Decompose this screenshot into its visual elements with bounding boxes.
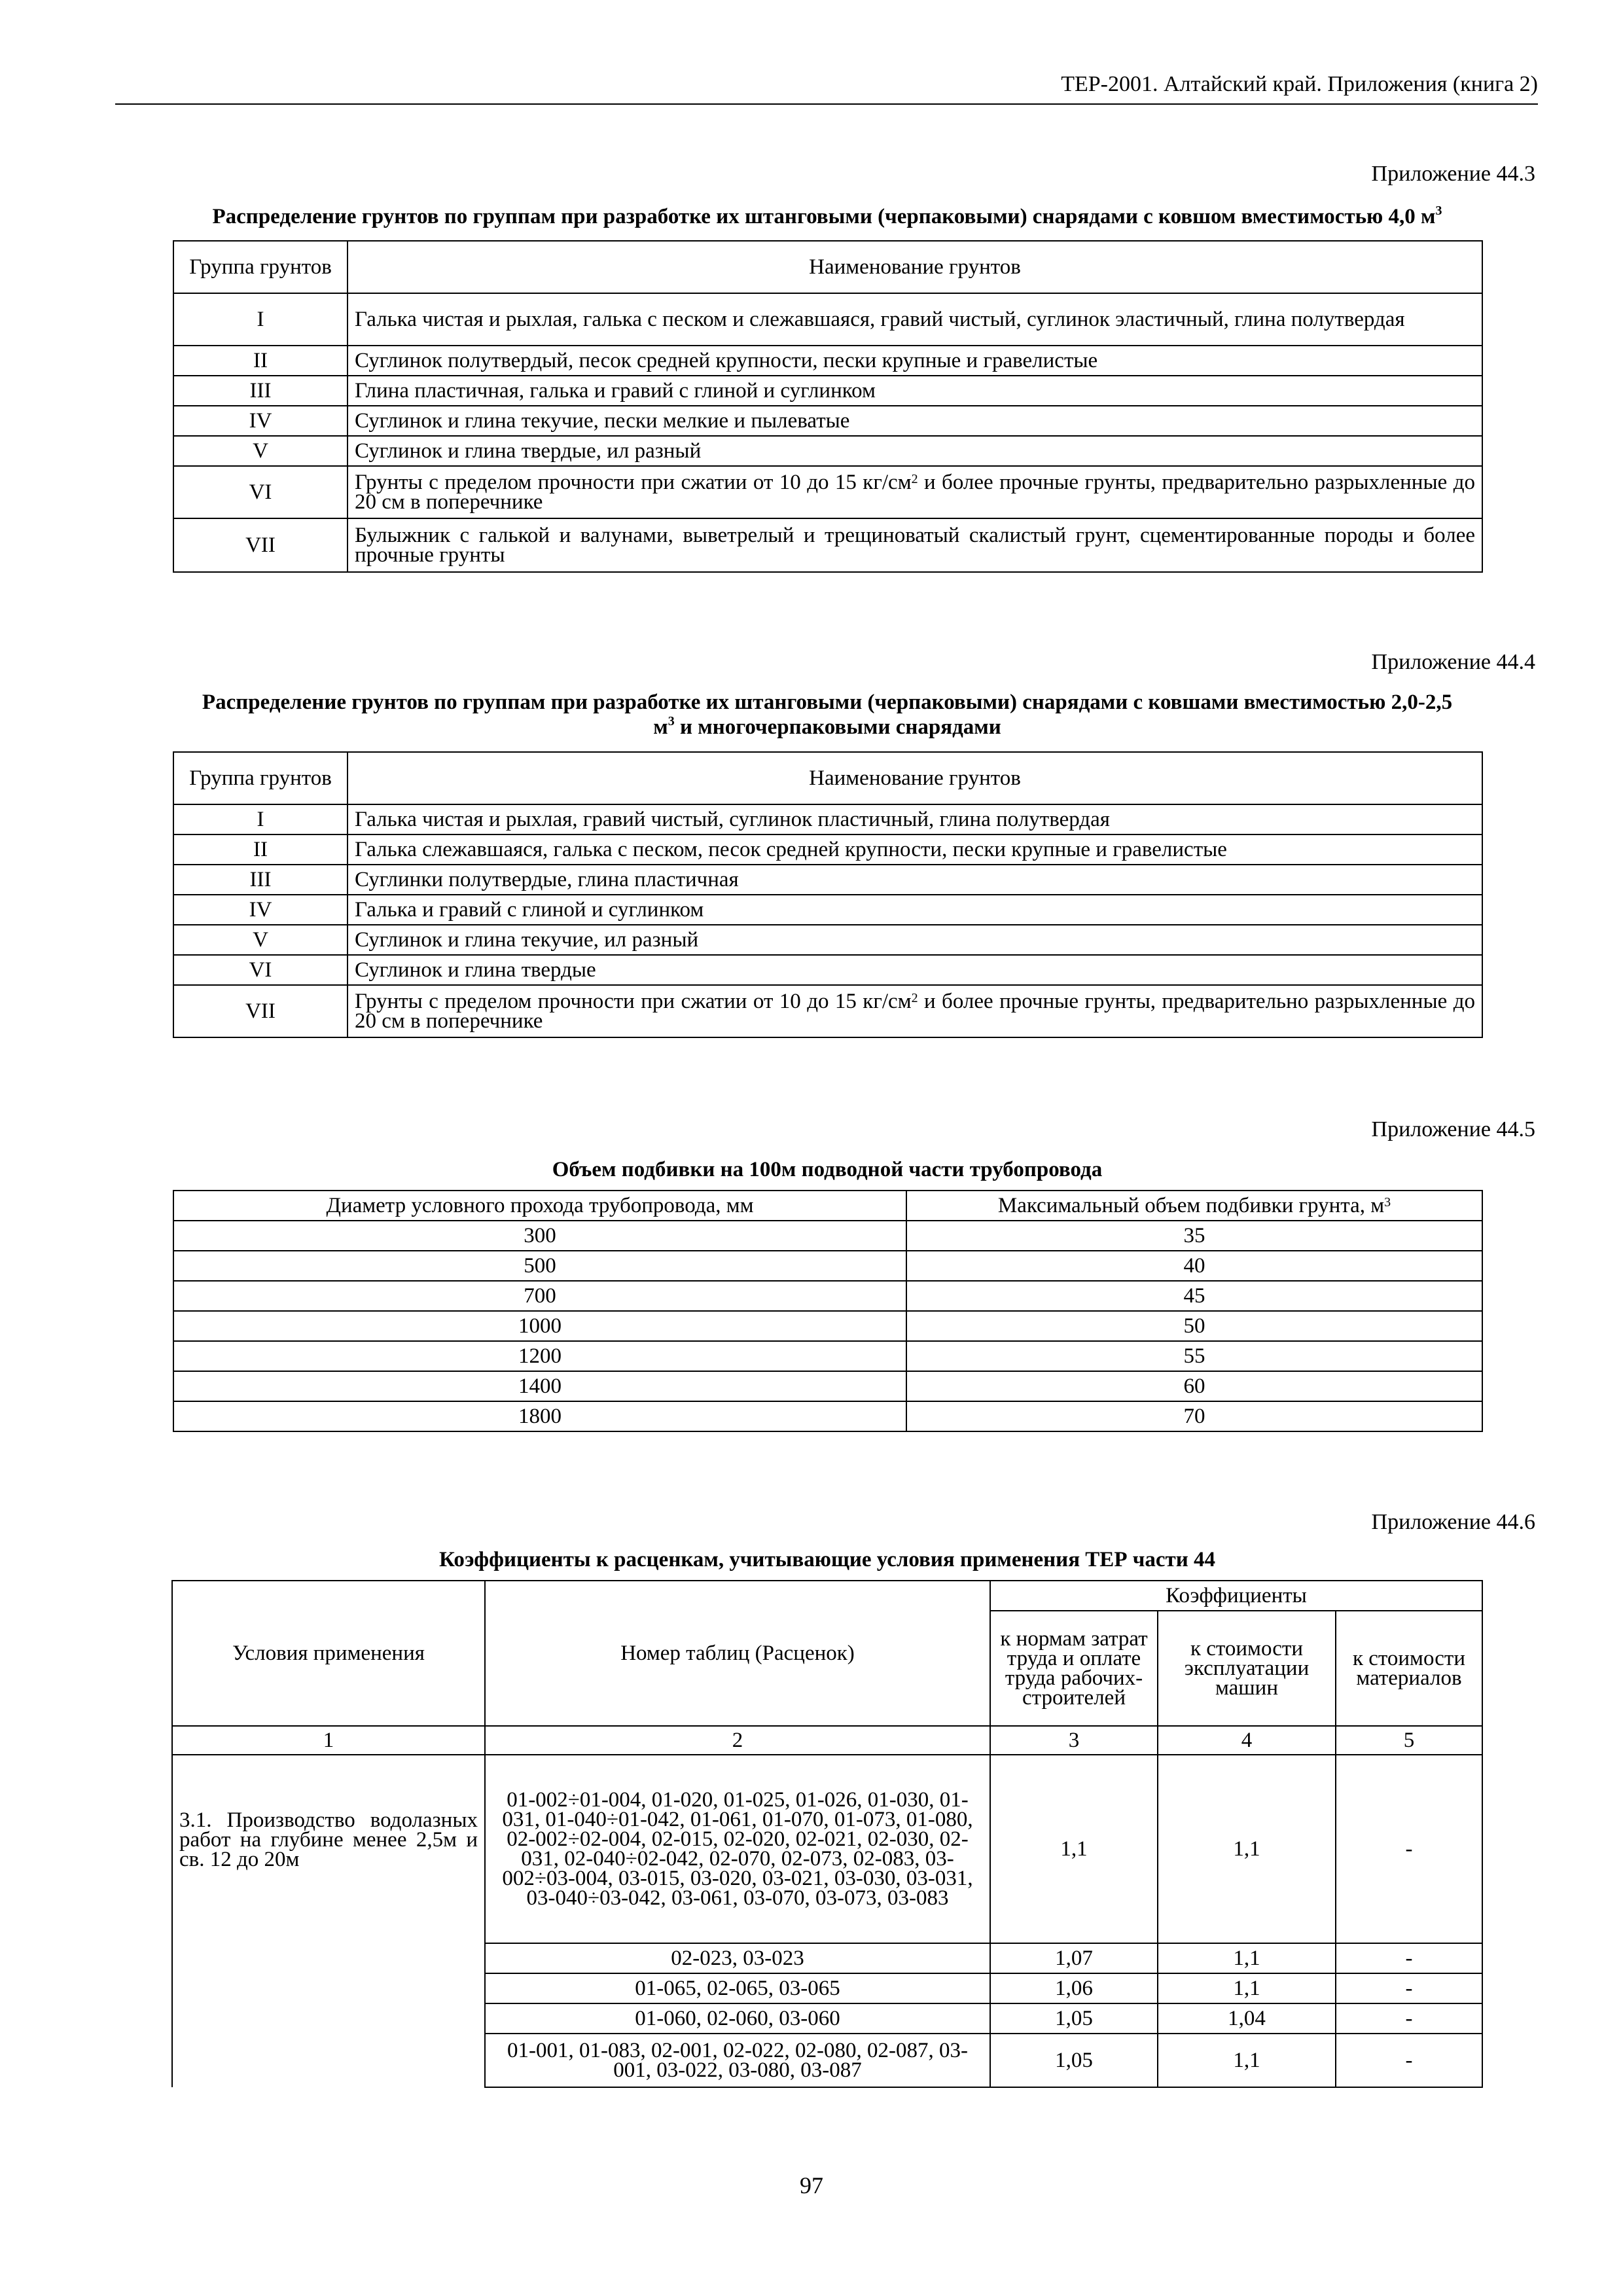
column-number-row: 1 2 3 4 5 (172, 1726, 1482, 1755)
table-row: V Суглинок и глина твердые, ил разный (173, 436, 1482, 466)
soil-groups-table-44-4 (173, 751, 1483, 1038)
page-number: 97 (800, 2172, 823, 2198)
header-name: Наименование грунтов (348, 752, 1482, 804)
appendix-label-44-3: Приложение 44.3 (1371, 162, 1535, 186)
header-machines: к стоимости эксплуатации машин (1158, 1611, 1336, 1726)
table-row: IV Галька и гравий с глиной и суглинком (173, 895, 1482, 925)
table-row: 01-001, 01-083, 02-001, 02-022, 02-080, 02-087, 03-001, 03-022, 03-080, 03-087 1,05 1,1 - (172, 2034, 1482, 2087)
coefficients-table (171, 1580, 1483, 2088)
header-conditions: Условия применения (172, 1581, 485, 1726)
table-row: I Галька чистая и рыхлая, галька с песком и слежавшаяся, гравий чистый, суглинок эластичный, глина полутвердая (173, 293, 1482, 346)
header-group: Группа грунтов (173, 752, 348, 804)
soil-groups-table-44-3 (173, 240, 1483, 573)
table-row: VI Суглинок и глина твердые (173, 955, 1482, 985)
caption-44-4: Распределение грунтов по группам при разработке их штанговыми (черпаковыми) снарядами с ковшами вместимостью 2,0-2,5 $м^3$ и многочерпаковыми снарядами (202, 691, 1453, 739)
header-rule (115, 103, 1538, 105)
table-row: VI Грунты с пределом прочности при сжатии от 10 до 15 $кг/см^2$ и более прочные грунты, предварительно разрыхленные до 20 см в поперечнике (173, 466, 1482, 518)
appendix-label-44-4: Приложение 44.4 (1371, 650, 1535, 674)
condition-cell: 3.1. Производство водолазных работ на глубине менее 2,5м и св. 12 до 20м (172, 1755, 485, 2087)
table-row: 1400 60 (173, 1371, 1482, 1401)
caption-44-6: Коэффициенты к расценкам, учитывающие условия применения ТЕР части 44 (439, 1548, 1215, 1571)
header-tables: Номер таблиц (Расценок) (485, 1581, 990, 1726)
header-labor: к нормам затрат труда и оплате труда рабочих-строителей (990, 1611, 1158, 1726)
table-row: V Суглинок и глина текучие, ил разный (173, 925, 1482, 955)
table-row: 01-060, 02-060, 03-060 1,05 1,04 - (172, 2003, 1482, 2034)
table-row: 700 45 (173, 1281, 1482, 1311)
pipeline-backfill-table (173, 1190, 1483, 1432)
header-materials: к стоимости материалов (1336, 1611, 1482, 1726)
caption-44-3: Распределение грунтов по группам при разработке их штанговыми (черпаковыми) снарядами с ковшом вместимостью 4,0 $м^3$ (212, 204, 1442, 228)
table-row: I Галька чистая и рыхлая, гравий чистый, суглинок пластичный, глина полутвердая (173, 804, 1482, 834)
table-row: 1000 50 (173, 1311, 1482, 1341)
table-row: II Суглинок полутвердый, песок средней крупности, пески крупные и гравелистые (173, 346, 1482, 376)
table-row: 3.1. Производство водолазных работ на глубине менее 2,5м и св. 12 до 20м 01-002÷01-004, 01-020, 01-025, 01-026, 01-030, 01-031, 01-040÷01-042, 01-061, 01-070, 01-073, 01-080, 02-002÷02-004, 02-015, 02-020, 02-021, 02-030, 02-031, 02-040÷02-042, 02-070, 02-073, 02-083, 03-002÷03-004, 03-015, 03-020, 03-021, 03-030, 03-031, 03-040÷03-042, 03-061, 03-070, 03-073, 03-083 1,1 1,1 - (172, 1755, 1482, 1943)
header-volume: Максимальный объем подбивки грунта, $м^3$ (906, 1191, 1482, 1221)
table-row: III Суглинки полутвердые, глина пластичная (173, 865, 1482, 895)
table-row: 02-023, 03-023 1,07 1,1 - (172, 1943, 1482, 1973)
table-row: 300 35 (173, 1221, 1482, 1251)
table-row: II Галька слежавшаяся, галька с песком, песок средней крупности, пески крупные и гравелистые (173, 834, 1482, 865)
caption-superscript: 3 (1435, 204, 1442, 218)
running-header: ТЕР-2001. Алтайский край. Приложения (книга 2) (1061, 72, 1538, 96)
table-row: 500 40 (173, 1251, 1482, 1281)
table-row: 01-065, 02-065, 03-065 1,06 1,1 - (172, 1973, 1482, 2003)
table-row: 1200 55 (173, 1341, 1482, 1371)
header-diameter: Диаметр условного прохода трубопровода, мм (173, 1191, 906, 1221)
header-name: Наименование грунтов (348, 241, 1482, 293)
table-row: VII Грунты с пределом прочности при сжатии от 10 до 15 $кг/см^2$ и более прочные грунты, предварительно разрыхленные до 20 см в поперечнике (173, 985, 1482, 1037)
header-group: Группа грунтов (173, 241, 348, 293)
table-row: IV Суглинок и глина текучие, пески мелкие и пылеватые (173, 406, 1482, 436)
table-row: VII Булыжник с галькой и валунами, выветрелый и трещиноватый скалистый грунт, сцементированные породы и более прочные грунты (173, 518, 1482, 572)
caption-44-5: Объем подбивки на 100м подводной части трубопровода (552, 1158, 1103, 1181)
appendix-label-44-6: Приложение 44.6 (1371, 1510, 1535, 1534)
table-row: 1800 70 (173, 1401, 1482, 1431)
appendix-label-44-5: Приложение 44.5 (1371, 1117, 1535, 1141)
table-row: III Глина пластичная, галька и гравий с глиной и суглинком (173, 376, 1482, 406)
header-coefficients: Коэффициенты (990, 1581, 1482, 1611)
